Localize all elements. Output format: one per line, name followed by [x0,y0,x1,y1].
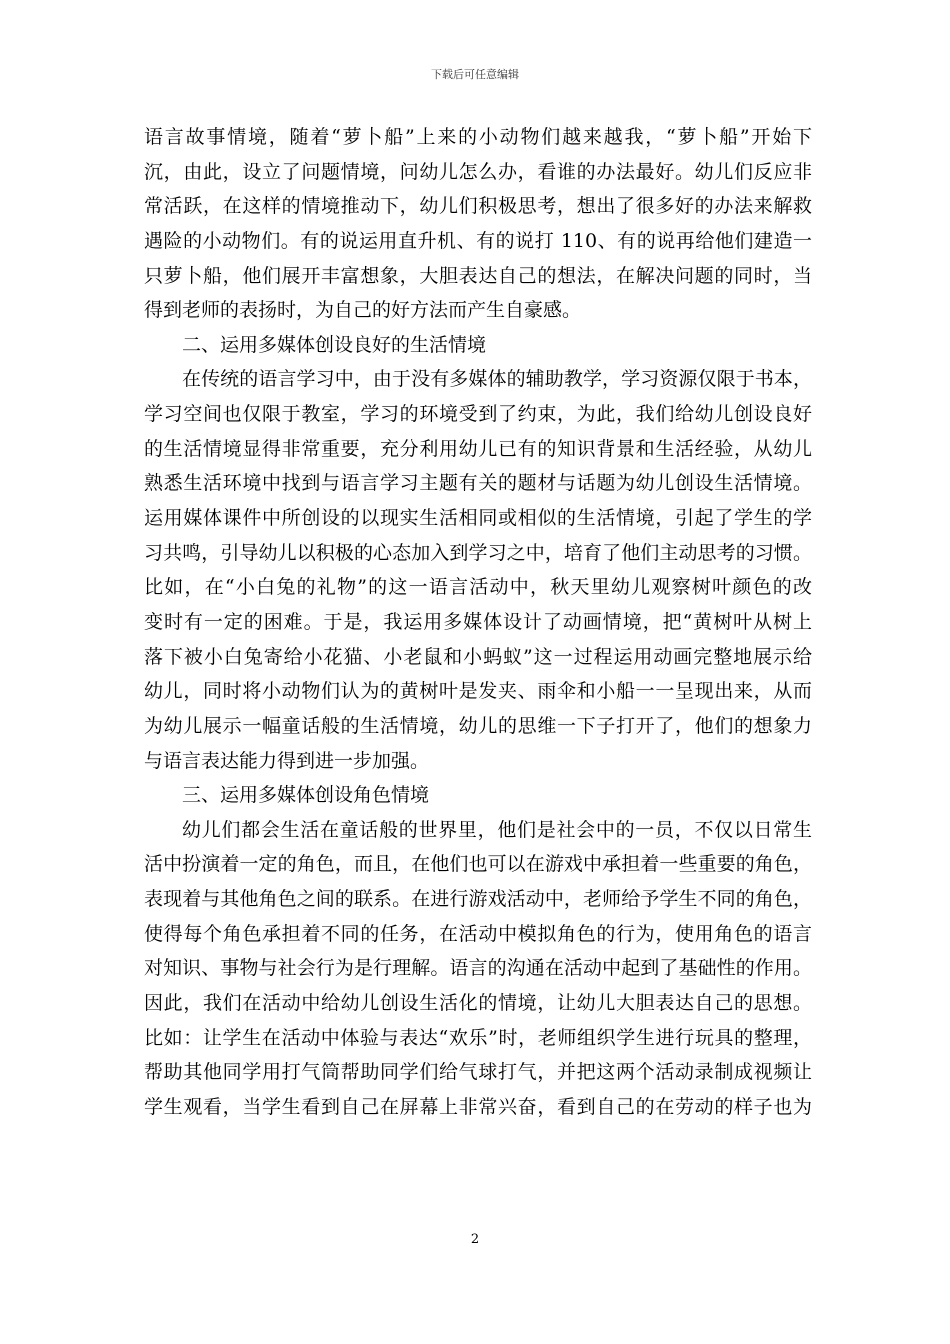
text-line: 习共鸣，引导幼儿以积极的心态加入到学习之中，培育了他们主动思考的习惯。 [144,541,812,564]
text-line: 三、运用多媒体创设角色情境 [182,784,430,807]
text-line: 为幼儿展示一幅童话般的生活情境，幼儿的思维一下子打开了，他们的想象力 [144,714,812,737]
text-line: 语言故事情境，随着“萝卜船”上来的小动物们越来越我，“萝卜船”开始下 [144,126,812,148]
text-line: 的生活情境显得非常重要，充分利用幼儿已有的知识背景和生活经验，从幼儿 [144,437,812,460]
text-line: 幼儿，同时将小动物们认为的黄树叶是发夹、雨伞和小船一一呈现出来，从而 [144,680,812,703]
text-line: 因此，我们在活动中给幼儿创设生活化的情境，让幼儿大胆表达自己的思想。 [144,992,812,1015]
text-line: 变时有一定的困难。于是，我运用多媒体设计了动画情境，把“黄树叶从树上 [144,610,812,633]
text-line: 只萝卜船，他们展开丰富想象，大胆表达自己的想法，在解决问题的同时，当 [144,264,812,287]
text-line: 表现着与其他角色之间的联系。在进行游戏活动中，老师给予学生不同的角色， [144,888,812,911]
text-line: 遇险的小动物们。有的说运用直升机、有的说打 110、有的说再给他们建造一 [144,229,812,252]
text-line: 在传统的语言学习中，由于没有多媒体的辅助教学，学习资源仅限于书本， [182,368,812,391]
text-line: 活中扮演着一定的角色，而且，在他们也可以在游戏中承担着一些重要的角色， [144,853,812,876]
text-line: 运用媒体课件中所创设的以现实生活相同或相似的生活情境，引起了学生的学 [144,507,812,530]
text-line: 幼儿们都会生活在童话般的世界里，他们是社会中的一员，不仅以日常生 [182,818,812,841]
text-line: 比如：让学生在活动中体验与表达“欢乐”时，老师组织学生进行玩具的整理， [144,1026,812,1049]
text-line: 学生观看，当学生看到自己在屏幕上非常兴奋，看到自己的在劳动的样子也为 [144,1095,812,1118]
text-line: 二、运用多媒体创设良好的生活情境 [182,333,487,356]
text-line: 得到老师的表扬时，为自己的好方法而产生自豪感。 [144,299,582,322]
text-line: 与语言表达能力得到进一步加强。 [144,749,430,772]
text-line: 落下被小白兔寄给小花猫、小老鼠和小蚂蚁”这一过程运用动画完整地展示给 [144,645,812,668]
text-line: 对知识、事物与社会行为是行理解。语言的沟通在活动中起到了基础性的作用。 [144,957,812,980]
text-line: 帮助其他同学用打气筒帮助同学们给气球打气，并把这两个活动录制成视频让 [144,1061,812,1084]
text-line: 使得每个角色承担着不同的任务，在活动中模拟角色的行为，使用角色的语言 [144,922,812,945]
text-line: 沉，由此，设立了问题情境，问幼儿怎么办，看谁的办法最好。幼儿们反应非 [144,160,812,183]
text-line: 学习空间也仅限于教室，学习的环境受到了约束，为此，我们给幼儿创设良好 [144,403,812,426]
page-header: 下载后可任意编辑 [431,68,519,81]
text-line: 熟悉生活环境中找到与语言学习主题有关的题材与话题为幼儿创设生活情境。 [144,472,812,495]
text-line: 常活跃，在这样的情境推动下，幼儿们积极思考，想出了很多好的办法来解救 [144,195,812,218]
text-line: 比如，在“小白兔的礼物”的这一语言活动中，秋天里幼儿观察树叶颜色的改 [144,576,812,599]
page-number: 2 [470,1232,480,1247]
document-body [144,120,812,1125]
